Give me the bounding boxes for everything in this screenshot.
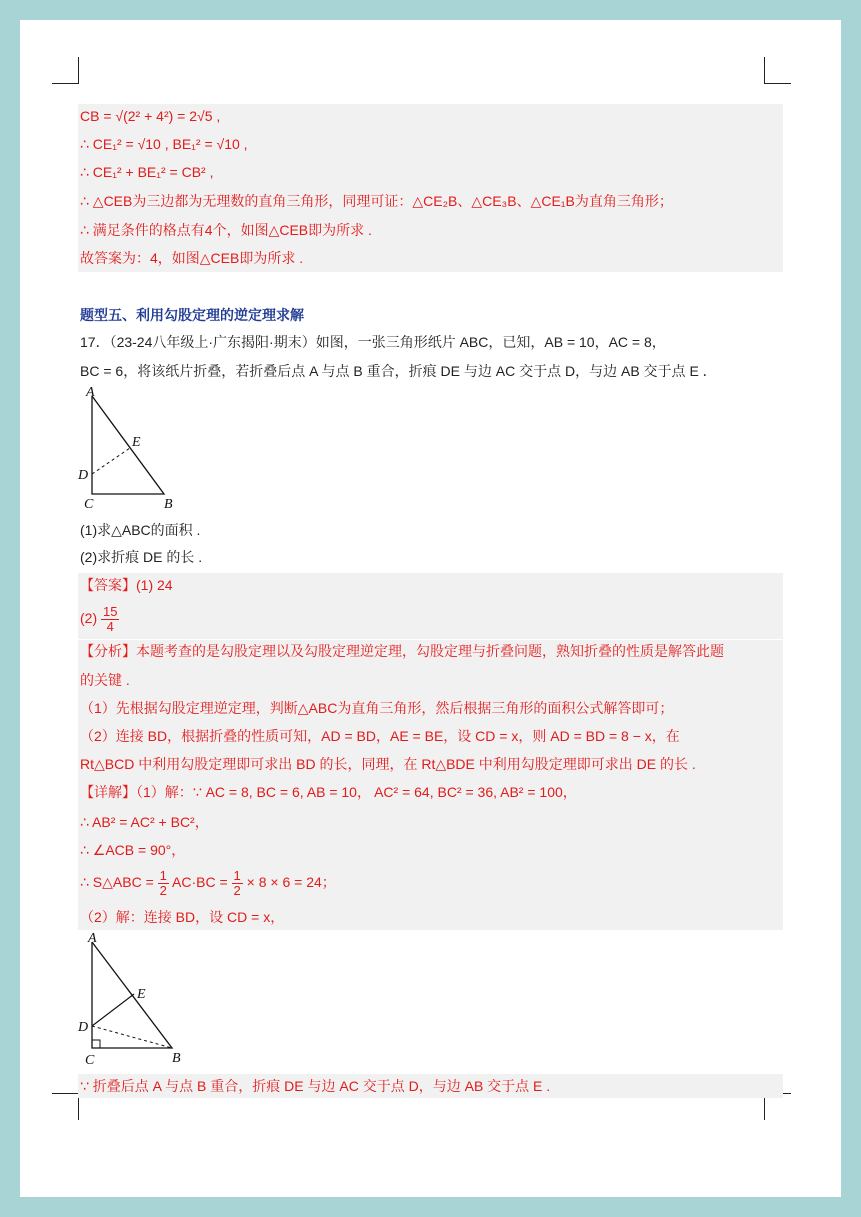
detail-line-4 bbox=[80, 864, 336, 900]
solution-sum-line: ∴ CE₁² + BE₁² = CB² , bbox=[80, 164, 214, 180]
question-2: (2)求折痕 DE 的长 . bbox=[80, 549, 203, 565]
figure1-label-b: B bbox=[164, 497, 173, 512]
question-1: (1)求△ABC的面积 . bbox=[80, 522, 201, 538]
figure2-label-c: C bbox=[85, 1053, 95, 1068]
answer-fraction bbox=[101, 605, 119, 634]
answer-part-2 bbox=[80, 599, 119, 637]
figure2-label-d: D bbox=[78, 1020, 89, 1035]
detail-line-5: （2）解：连接 BD，设 CD = x， bbox=[80, 909, 285, 925]
solution-count-line: ∴ 满足条件的格点有4个，如图△CEB即为所求 . bbox=[80, 222, 372, 238]
solution-highlight-top bbox=[78, 104, 783, 272]
detail-area-rhs: × 8 × 6 = 24； bbox=[246, 874, 336, 890]
answer-fraction-denominator: 4 bbox=[106, 618, 114, 634]
solution-ce1-be1-line: ∴ CE₁² = √10 , BE₁² = √10 , bbox=[80, 136, 248, 152]
figure1-label-a: A bbox=[86, 385, 95, 400]
detail-line-6: ∵ 折叠后点 A 与点 B 重合，折痕 DE 与边 AC 交于点 D，与边 AB 交于点 E . bbox=[80, 1078, 551, 1094]
analysis-line-1: 【分析】本题考查的是勾股定理以及勾股定理逆定理，勾股定理与折叠问题，熟知折叠的性质是解答此题 bbox=[80, 643, 724, 659]
detail-area-lhs: ∴ S△ABC = bbox=[80, 874, 154, 890]
figure2-label-e: E bbox=[137, 987, 146, 1002]
analysis-line-2: 的关键 . bbox=[80, 672, 130, 688]
half-fraction-1-numerator: 1 bbox=[159, 867, 167, 883]
figure1-label-c: C bbox=[84, 497, 94, 512]
solution-conclusion-line: ∴ △CEB为三边都为无理数的直角三角形，同理可证：△CE₂B、△CE₃B、△CE₁B为直角三角形； bbox=[80, 193, 673, 209]
analysis-line-5: Rt△BCD 中利用勾股定理即可求出 BD 的长，同理，在 Rt△BDE 中利用勾股定理即可求出 DE 的长 . bbox=[80, 756, 696, 772]
figure1-label-d: D bbox=[78, 468, 89, 483]
crop-mark-top-left bbox=[52, 57, 79, 84]
figure1-label-e: E bbox=[132, 435, 141, 450]
answer-highlight bbox=[78, 573, 783, 639]
figure2-label-b: B bbox=[172, 1051, 181, 1066]
half-fraction-1 bbox=[158, 869, 169, 898]
answer-part-1: 【答案】(1) 24 bbox=[80, 577, 173, 593]
problem-line-1: 17．（23-24八年级上·广东揭阳·期末）如图，一张三角形纸片 ABC，已知，AB = 10，AC = 8， bbox=[80, 334, 666, 350]
crop-mark-bottom-left bbox=[52, 1093, 79, 1120]
half-fraction-2-numerator: 1 bbox=[233, 867, 241, 883]
half-fraction-2-denominator: 2 bbox=[233, 882, 241, 898]
triangle-figure-1 bbox=[70, 384, 190, 514]
answer-part-2-prefix: (2) bbox=[80, 610, 98, 626]
analysis-line-3: （1）先根据勾股定理逆定理，判断△ABC为直角三角形，然后根据三角形的面积公式解答即可； bbox=[80, 700, 674, 716]
solution-cb-line: CB = √(2² + 4²) = 2√5 , bbox=[80, 108, 221, 124]
detail-line-3: ∴ ∠ACB = 90°， bbox=[80, 842, 186, 858]
solution-answer-line: 故答案为：4，如图△CEB即为所求 . bbox=[80, 250, 304, 266]
analysis-line-4: （2）连接 BD，根据折叠的性质可知，AD = BD，AE = BE，设 CD = x，则 AD = BD = 8 − x，在 bbox=[80, 728, 680, 744]
half-fraction-1-denominator: 2 bbox=[159, 882, 167, 898]
figure2-label-a: A bbox=[88, 931, 97, 946]
half-fraction-2 bbox=[232, 869, 243, 898]
crop-mark-top-right bbox=[764, 57, 791, 84]
detail-line-2: ∴ AB² = AC² + BC²， bbox=[80, 814, 209, 830]
triangle-figure-2 bbox=[70, 928, 200, 1070]
answer-fraction-numerator: 15 bbox=[103, 603, 118, 619]
detail-line-1: 【详解】（1）解：∵ AC = 8, BC = 6, AB = 10， AC² = 64, BC² = 36, AB² = 100， bbox=[80, 784, 577, 800]
detail-area-mid: AC·BC = bbox=[172, 874, 228, 890]
problem-line-2: BC = 6，将该纸片折叠，若折叠后点 A 与点 B 重合，折痕 DE 与边 AC 交于点 D，与边 AB 交于点 E ． bbox=[80, 363, 717, 379]
section-title: 题型五、利用勾股定理的逆定理求解 bbox=[80, 307, 304, 323]
